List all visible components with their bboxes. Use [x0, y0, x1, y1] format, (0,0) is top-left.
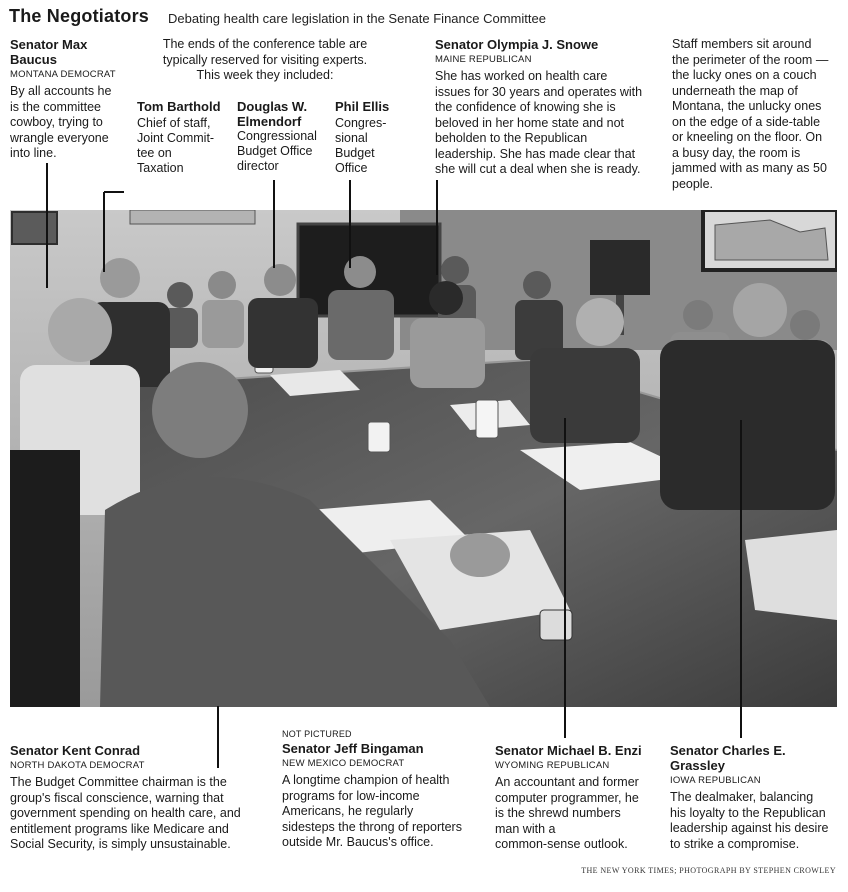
baucus-name: Senator Max Baucus: [10, 37, 88, 67]
expert-barthold-name: Tom Barthold: [137, 99, 221, 114]
baucus-caption: [10, 37, 128, 162]
bingaman-role: NEW MEXICO DEMOCRAT: [282, 758, 405, 769]
bingaman-desc: A longtime champion of health programs for low-income Americans, he regularly sidesteps the throng of reporters outside Mr. Baucus's office.: [282, 773, 462, 849]
leader-line-ellis: [349, 180, 351, 268]
conrad-role: NORTH DAKOTA DEMOCRAT: [10, 760, 145, 771]
photo-credit: THE NEW YORK TIMES; PHOTOGRAPH BY STEPHEN CROWLEY: [581, 866, 836, 875]
page-title: The Negotiators: [9, 6, 150, 26]
page-subtitle: Debating health care legislation in the Senate Finance Committee: [168, 11, 546, 26]
expert-elmendorf-desc: Congressional Budget Office director: [237, 129, 317, 173]
enzi-desc: An accountant and former computer programmer, he is the shrewd numbers man with a common-sense outlook.: [495, 775, 639, 851]
committee-photo: [10, 210, 837, 707]
conrad-caption: [10, 743, 275, 853]
leader-line-grassley: [740, 420, 742, 738]
grassley-caption: [670, 743, 842, 852]
expert-barthold: [137, 99, 232, 176]
baucus-role: MONTANA DEMOCRAT: [10, 69, 116, 80]
enzi-role: WYOMING REPUBLICAN: [495, 760, 610, 771]
conference-intro: The ends of the conference table are typically reserved for visiting experts. This week they included:: [162, 37, 368, 82]
leader-line-snowe: [436, 180, 438, 275]
grassley-role: IOWA REPUBLICAN: [670, 775, 761, 786]
snowe-desc: She has worked on health care issues for 30 years and operates with the confidence of knowing she is beloved in her home state and not beholden to the Republican leadership. She has made clear that she will cut a deal when she is ready.: [435, 69, 643, 176]
expert-barthold-desc: Chief of staff, Joint Commit- tee on Taxation: [137, 116, 215, 175]
expert-ellis: [335, 99, 405, 176]
snowe-caption: [435, 37, 660, 178]
leader-line-elmendorf: [273, 180, 275, 268]
baucus-desc: By all accounts he is the committee cowboy, trying to wrangle everyone into line.: [10, 84, 112, 160]
conrad-name: Senator Kent Conrad: [10, 743, 141, 758]
grassley-name: Senator Charles E. Grassley: [670, 743, 786, 773]
expert-elmendorf-name: Douglas W. Elmendorf: [237, 99, 308, 129]
bingaman-caption: [282, 729, 487, 851]
leader-line-enzi: [564, 418, 566, 738]
conrad-desc: The Budget Committee chairman is the group's fiscal conscience, warning that government spending on health care, and entitlement programs like Medicare and Social Security, is simply unsustainable.: [10, 775, 241, 851]
enzi-caption: [495, 743, 665, 853]
grassley-desc: The dealmaker, balancing his loyalty to the Republican leadership against his desire to strike a compromise.: [670, 790, 829, 851]
bingaman-name: Senator Jeff Bingaman: [282, 741, 424, 756]
leader-line-barthold-hook: [104, 191, 124, 193]
enzi-name: Senator Michael B. Enzi: [495, 743, 642, 758]
expert-ellis-desc: Congres- sional Budget Office: [335, 116, 387, 175]
committee-photo-illustration: [10, 210, 837, 707]
not-pictured-label: NOT PICTURED: [282, 729, 352, 739]
leader-line-baucus: [46, 163, 48, 288]
staff-caption: Staff members sit around the perimeter of the room — the lucky ones on a couch underneath the map of Montana, the unlucky ones on the edge of a side-table or kneeling on the floor. On a busy day, the room is jammed with as many as 50 people.: [672, 37, 829, 191]
snowe-role: MAINE REPUBLICAN: [435, 54, 532, 65]
expert-elmendorf: [237, 99, 332, 174]
snowe-name: Senator Olympia J. Snowe: [435, 37, 599, 52]
leader-line-barthold: [103, 192, 105, 272]
expert-ellis-name: Phil Ellis: [335, 99, 390, 114]
